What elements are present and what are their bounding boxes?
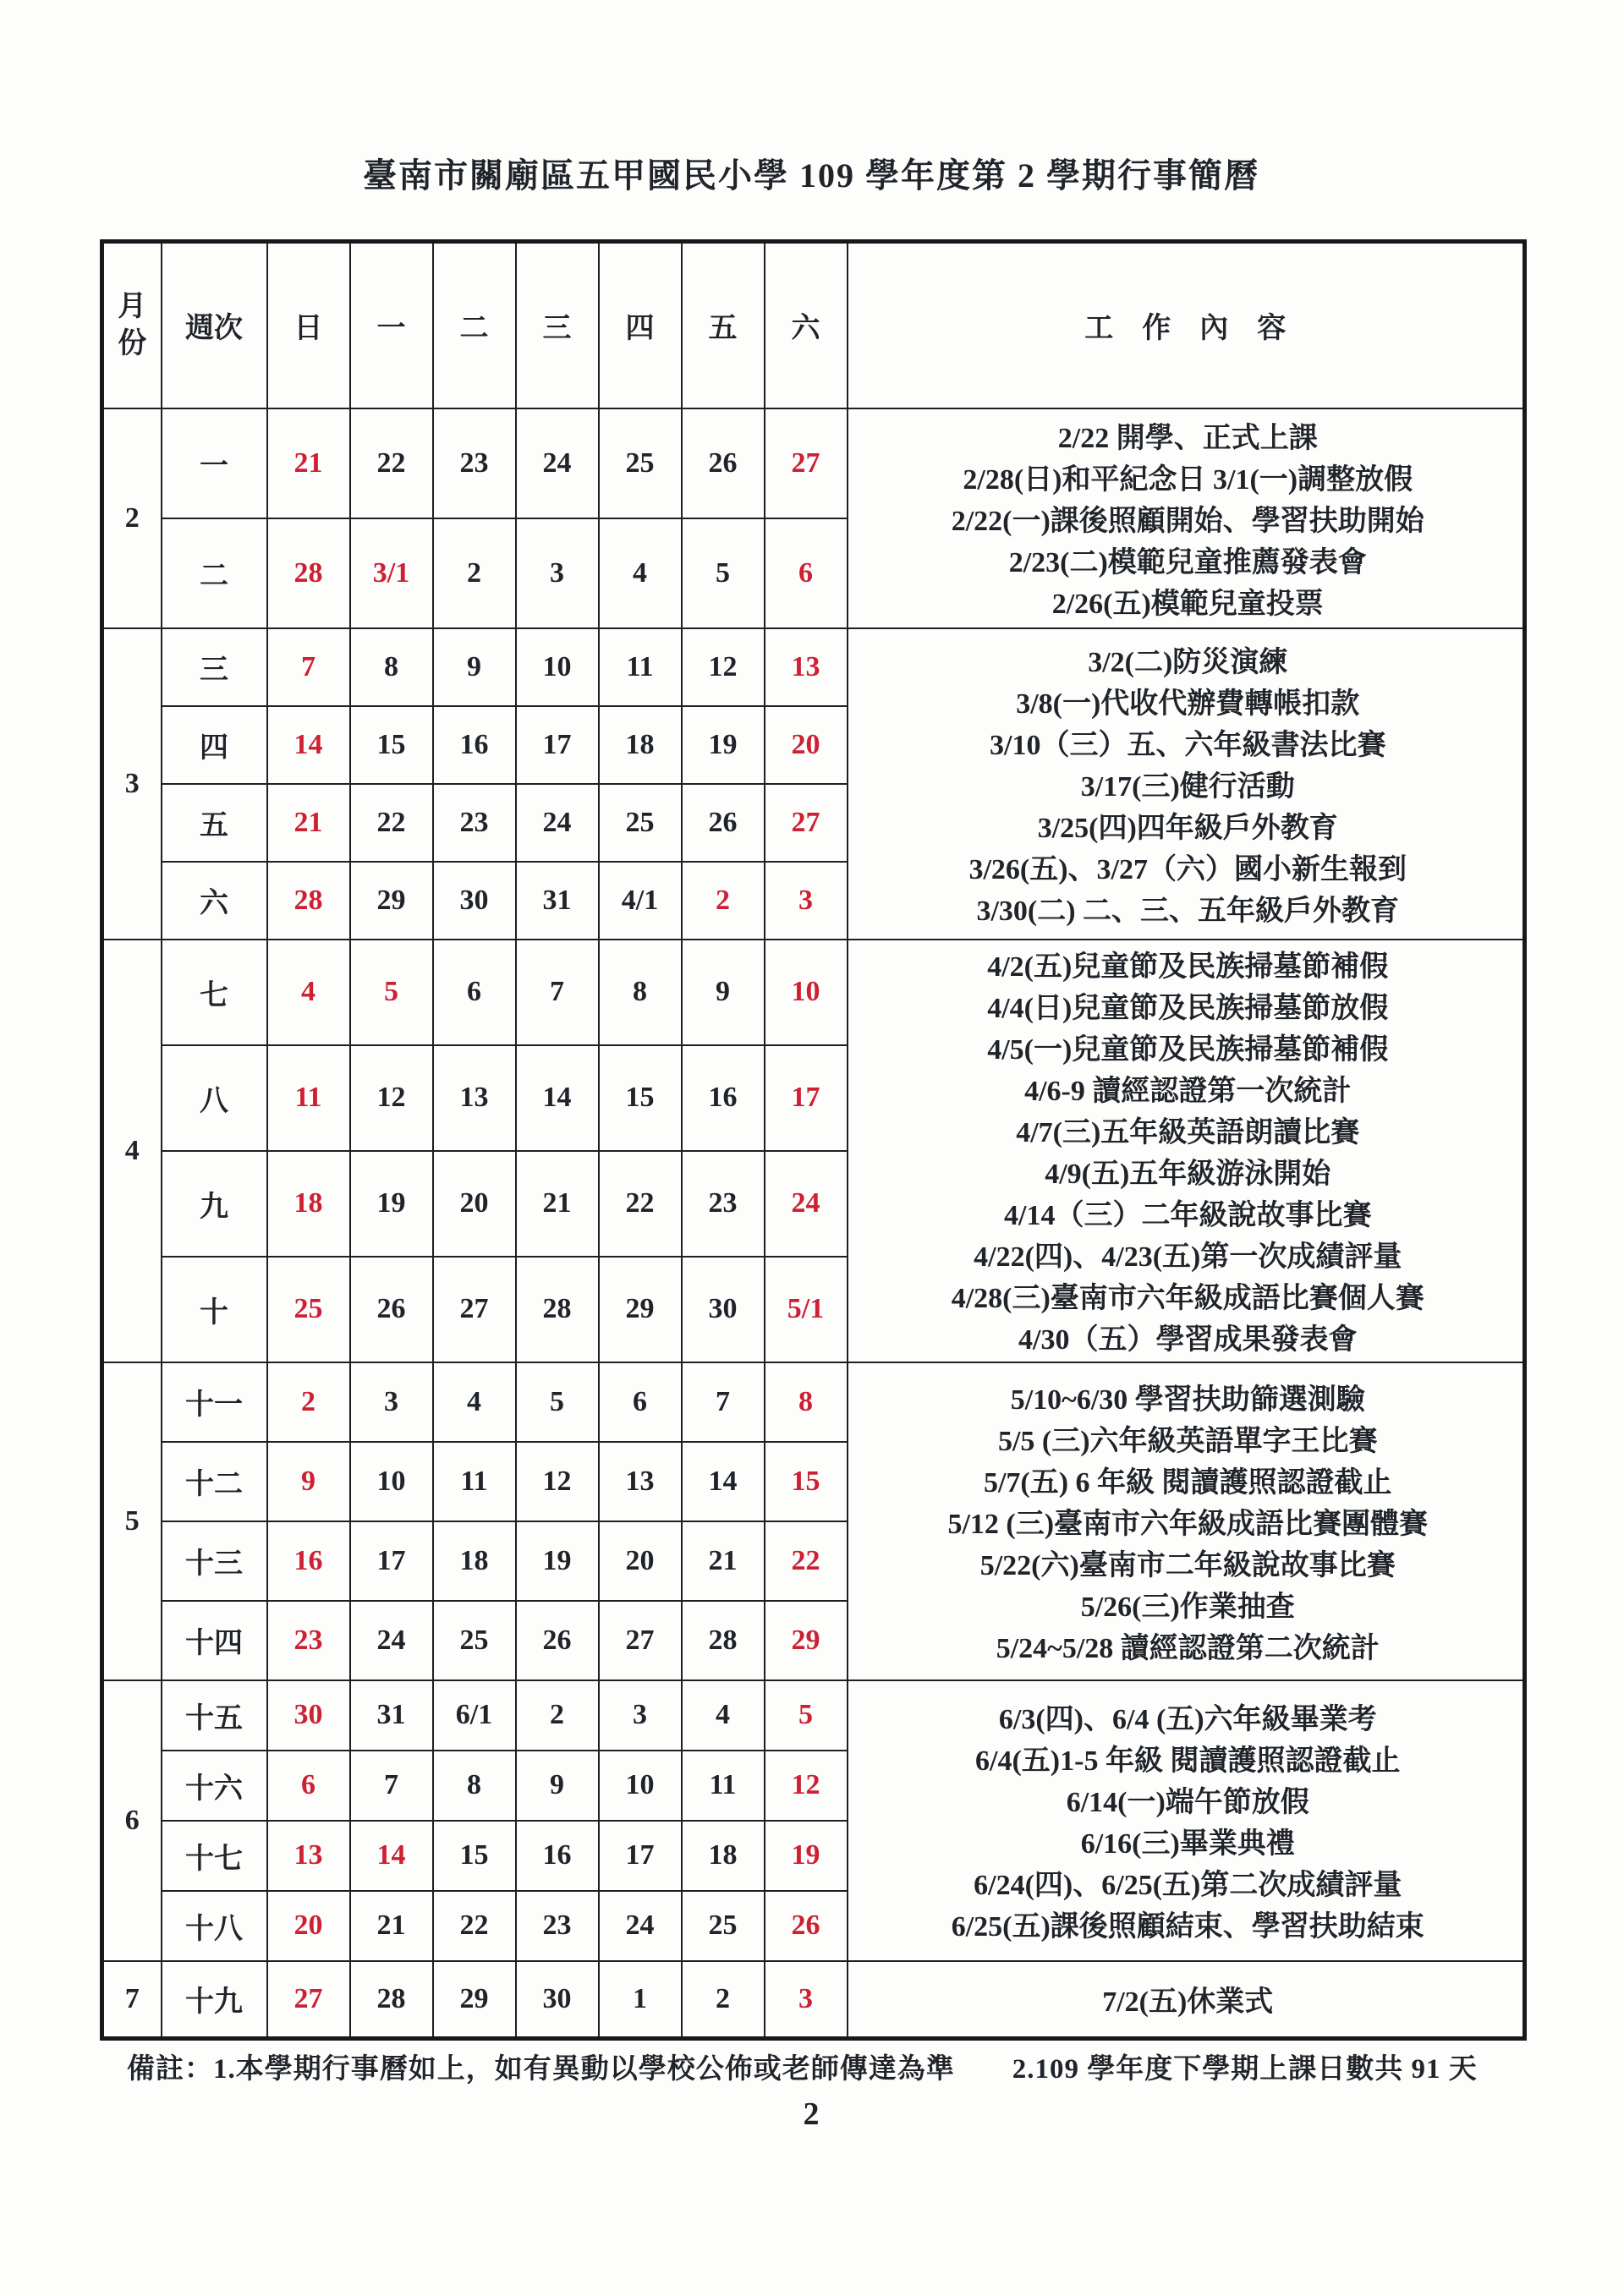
day-cell-holiday: 24 [765,1151,848,1257]
day-cell: 9 [516,1751,599,1821]
day-cell: 11 [682,1751,765,1821]
day-cell-holiday: 2 [267,1362,350,1442]
day-cell-holiday: 11 [267,1045,350,1151]
day-cell: 19 [516,1521,599,1601]
day-cell: 22 [433,1891,516,1961]
day-cell: 16 [433,706,516,784]
day-cell-holiday: 10 [765,940,848,1045]
day-cell: 10 [350,1442,433,1521]
day-cell: 9 [433,628,516,706]
day-cell: 10 [516,628,599,706]
day-cell-holiday: 20 [765,706,848,784]
event-line: 3/10（三）五、六年級書法比賽 [990,729,1386,761]
event-line: 6/16(三)畢業典禮 [1080,1828,1295,1860]
event-line: 3/8(一)代收代辦費轉帳扣款 [1016,688,1360,720]
event-line: 2/22(一)課後照顧開始、學習扶助開始 [951,505,1424,537]
day-cell: 6 [433,940,516,1045]
day-cell: 11 [599,628,682,706]
day-cell-holiday: 13 [765,628,848,706]
day-cell-holiday: 27 [765,784,848,862]
day-cell-holiday: 5/1 [765,1257,848,1362]
month-cell: 2 [102,408,162,628]
day-cell: 18 [682,1821,765,1891]
day-cell-holiday: 3/1 [350,518,433,628]
day-cell: 23 [516,1891,599,1961]
day-cell: 15 [599,1045,682,1151]
header-day-tue: 二 [433,242,516,408]
day-cell: 14 [682,1442,765,1521]
calendar-body [102,408,1525,2039]
event-line: 5/12 (三)臺南市六年級成語比賽團體賽 [947,1508,1429,1540]
day-cell-holiday: 14 [267,706,350,784]
header-month-stack [105,288,160,363]
day-cell-holiday: 23 [267,1601,350,1680]
day-cell: 4 [433,1362,516,1442]
event-line: 4/4(日)兒童節及民族掃墓節放假 [987,993,1389,1024]
week-row [102,1362,1525,1442]
day-cell: 25 [433,1601,516,1680]
day-cell: 29 [433,1961,516,2039]
header-content: 工 作 內 容 [848,242,1525,408]
week-label-cell: 十七 [162,1821,267,1891]
day-cell-holiday: 22 [765,1521,848,1601]
week-label-cell: 十三 [162,1521,267,1601]
day-cell-holiday: 2 [682,862,765,940]
header-day-sat: 六 [765,242,848,408]
day-cell-holiday: 5 [765,1680,848,1751]
day-cell: 18 [433,1521,516,1601]
day-cell: 8 [599,940,682,1045]
footnote: 備註：1.本學期行事曆如上，如有異動以學校公佈或老師傳達為準 2.109 學年度下學期上課日數共 91 天 [127,2054,1478,2085]
day-cell: 17 [516,706,599,784]
week-label-cell: 六 [162,862,267,940]
event-line: 6/24(四)、6/25(五)第二次成績評量 [974,1870,1402,1901]
day-cell: 6 [599,1362,682,1442]
day-cell: 12 [516,1442,599,1521]
day-cell: 16 [516,1821,599,1891]
day-cell: 13 [433,1045,516,1151]
day-cell: 28 [350,1961,433,2039]
day-cell: 19 [350,1151,433,1257]
day-cell-holiday: 9 [267,1442,350,1521]
page-title: 臺南市關廟區五甲國民小學 109 學年度第 2 學期行事簡曆 [363,156,1259,195]
event-line: 4/7(三)五年級英語朗讀比賽 [1016,1117,1360,1148]
event-line: 3/26(五)、3/27（六）國小新生報到 [968,853,1407,885]
day-cell: 21 [516,1151,599,1257]
day-cell: 8 [350,628,433,706]
event-line: 5/26(三)作業抽查 [1080,1591,1295,1623]
event-line: 5/24~5/28 讀經認證第二次統計 [996,1632,1380,1664]
day-cell: 4 [599,518,682,628]
work-content-cell [848,628,1525,940]
month-cell: 3 [102,628,162,940]
day-cell: 24 [350,1601,433,1680]
event-line: 3/30(二) 二、三、五年級戶外教育 [976,895,1400,927]
header-day-sun: 日 [267,242,350,408]
day-cell: 15 [350,706,433,784]
day-cell-holiday: 29 [765,1601,848,1680]
day-cell: 3 [599,1680,682,1751]
event-line: 4/30（五）學習成果發表會 [1018,1324,1358,1356]
event-line: 4/22(四)、4/23(五)第一次成績評量 [974,1241,1402,1273]
event-line: 4/6-9 讀經認證第一次統計 [1024,1076,1352,1107]
day-cell: 2 [682,1961,765,2039]
day-cell-holiday: 18 [267,1151,350,1257]
work-content-cell [848,1362,1525,1680]
day-cell-holiday: 16 [267,1521,350,1601]
week-label-cell: 四 [162,706,267,784]
day-cell-holiday: 25 [267,1257,350,1362]
day-cell: 7 [350,1751,433,1821]
day-cell: 14 [516,1045,599,1151]
header-month [102,242,162,408]
week-row [102,1961,1525,2039]
day-cell: 17 [350,1521,433,1601]
day-cell: 23 [433,408,516,518]
header-day-wed: 三 [516,242,599,408]
day-cell: 17 [599,1821,682,1891]
day-cell: 29 [599,1257,682,1362]
header-day-fri: 五 [682,242,765,408]
day-cell: 27 [433,1257,516,1362]
event-line: 5/7(五) 6 年級 閱讀護照認證截止 [983,1466,1392,1499]
day-cell: 26 [682,408,765,518]
day-cell: 20 [599,1521,682,1601]
event-line: 6/14(一)端午節放假 [1066,1787,1309,1818]
month-cell: 5 [102,1362,162,1680]
event-line: 3/17(三)健行活動 [1080,770,1295,803]
week-row [102,628,1525,706]
event-line: 5/10~6/30 學習扶助篩選測驗 [1010,1384,1365,1416]
day-cell: 22 [350,408,433,518]
day-cell: 5 [682,518,765,628]
day-cell: 1 [599,1961,682,2039]
day-cell: 5 [516,1362,599,1442]
day-cell-holiday: 21 [267,784,350,862]
day-cell-holiday: 6 [267,1751,350,1821]
event-line: 2/26(五)模範兒童投票 [1051,588,1324,620]
day-cell: 23 [682,1151,765,1257]
day-cell: 26 [682,784,765,862]
event-line: 5/5 (三)六年級英語單字王比賽 [997,1425,1378,1457]
header-day-thu: 四 [599,242,682,408]
week-label-cell: 十九 [162,1961,267,2039]
event-line: 6/4(五)1-5 年級 閱讀護照認證截止 [975,1745,1401,1777]
week-label-cell: 三 [162,628,267,706]
month-cell: 7 [102,1961,162,2039]
week-label-cell: 一 [162,408,267,518]
day-cell-holiday: 14 [350,1821,433,1891]
week-label-cell: 十一 [162,1362,267,1442]
week-row [102,408,1525,518]
day-cell: 7 [682,1362,765,1442]
event-line: 4/5(一)兒童節及民族掃墓節補假 [987,1034,1389,1066]
day-cell: 6/1 [433,1680,516,1751]
day-cell-holiday: 4 [267,940,350,1045]
day-cell-holiday: 30 [267,1680,350,1751]
page-number: 2 [803,2096,820,2132]
day-cell-holiday: 15 [765,1442,848,1521]
work-content-cell [848,1680,1525,1961]
day-cell: 10 [599,1751,682,1821]
day-cell: 25 [599,784,682,862]
header-day-mon: 一 [350,242,433,408]
event-line: 2/22 開學、正式上課 [1057,422,1318,454]
day-cell-holiday: 7 [267,628,350,706]
work-content-cell [848,1961,1525,2039]
header-row [102,242,1525,408]
day-cell: 12 [682,628,765,706]
week-label-cell: 九 [162,1151,267,1257]
day-cell: 13 [599,1442,682,1521]
day-cell: 31 [516,862,599,940]
week-label-cell: 十四 [162,1601,267,1680]
event-line: 3/2(二)防災演練 [1088,646,1288,678]
day-cell-holiday: 27 [267,1961,350,2039]
day-cell: 29 [350,862,433,940]
week-label-cell: 十六 [162,1751,267,1821]
day-cell: 25 [599,408,682,518]
week-label-cell: 八 [162,1045,267,1151]
day-cell-holiday: 28 [267,862,350,940]
day-cell: 31 [350,1680,433,1751]
day-cell: 15 [433,1821,516,1891]
week-label-cell: 二 [162,518,267,628]
week-label-cell: 十八 [162,1891,267,1961]
day-cell-holiday: 5 [350,940,433,1045]
day-cell: 30 [516,1961,599,2039]
week-label-cell: 五 [162,784,267,862]
week-label-cell: 七 [162,940,267,1045]
day-cell: 24 [599,1891,682,1961]
day-cell: 11 [433,1442,516,1521]
header-month-line1: 月 [118,290,147,322]
week-label-cell: 十 [162,1257,267,1362]
day-cell: 22 [350,784,433,862]
event-line: 4/9(五)五年級游泳開始 [1045,1159,1331,1190]
header-month-line2: 份 [118,327,147,359]
day-cell: 7 [516,940,599,1045]
day-cell: 30 [682,1257,765,1362]
event-line: 6/25(五)課後照顧結束、學習扶助結束 [951,1911,1424,1943]
week-label-cell: 十五 [162,1680,267,1751]
day-cell-holiday: 6 [765,518,848,628]
day-cell: 4/1 [599,862,682,940]
day-cell: 30 [433,862,516,940]
day-cell: 26 [350,1257,433,1362]
day-cell-holiday: 26 [765,1891,848,1961]
day-cell: 21 [682,1521,765,1601]
day-cell: 2 [433,518,516,628]
month-cell: 4 [102,940,162,1362]
event-line: 4/2(五)兒童節及民族掃墓節補假 [987,951,1389,983]
header-week: 週次 [162,242,267,408]
week-row [102,940,1525,1045]
day-cell: 24 [516,408,599,518]
day-cell: 18 [599,706,682,784]
day-cell: 25 [682,1891,765,1961]
day-cell: 8 [433,1751,516,1821]
day-cell: 12 [350,1045,433,1151]
day-cell: 3 [350,1362,433,1442]
day-cell: 26 [516,1601,599,1680]
day-cell-holiday: 17 [765,1045,848,1151]
day-cell: 22 [599,1151,682,1257]
day-cell-holiday: 12 [765,1751,848,1821]
day-cell: 28 [516,1257,599,1362]
day-cell-holiday: 28 [267,518,350,628]
event-line: 7/2(五)休業式 [1102,1986,1274,2018]
day-cell: 24 [516,784,599,862]
day-cell-holiday: 13 [267,1821,350,1891]
day-cell: 27 [599,1601,682,1680]
day-cell: 21 [350,1891,433,1961]
day-cell: 9 [682,940,765,1045]
day-cell: 20 [433,1151,516,1257]
day-cell-holiday: 21 [267,408,350,518]
day-cell-holiday: 3 [765,1961,848,2039]
event-line: 4/14（三）二年級說故事比賽 [1004,1200,1372,1231]
event-line: 6/3(四)、6/4 (五)六年級畢業考 [998,1704,1377,1735]
day-cell: 3 [516,518,599,628]
day-cell-holiday: 8 [765,1362,848,1442]
day-cell: 28 [682,1601,765,1680]
week-row [102,1680,1525,1751]
week-label-cell: 十二 [162,1442,267,1521]
day-cell: 4 [682,1680,765,1751]
calendar-table [100,239,1527,2041]
day-cell: 16 [682,1045,765,1151]
day-cell: 19 [682,706,765,784]
event-line: 3/25(四)四年級戶外教育 [1037,812,1338,844]
day-cell: 2 [516,1680,599,1751]
event-line: 2/28(日)和平紀念日 3/1(一)調整放假 [963,463,1413,496]
day-cell-holiday: 3 [765,862,848,940]
day-cell-holiday: 27 [765,408,848,518]
day-cell: 23 [433,784,516,862]
work-content-cell [848,940,1525,1362]
event-line: 2/23(二)模範兒童推薦發表會 [1008,546,1367,578]
event-line: 5/22(六)臺南市二年級說故事比賽 [979,1549,1396,1581]
day-cell-holiday: 19 [765,1821,848,1891]
work-content-cell [848,408,1525,628]
day-cell-holiday: 20 [267,1891,350,1961]
month-cell: 6 [102,1680,162,1961]
calendar-header [102,242,1525,408]
event-line: 4/28(三)臺南市六年級成語比賽個人賽 [951,1283,1424,1314]
